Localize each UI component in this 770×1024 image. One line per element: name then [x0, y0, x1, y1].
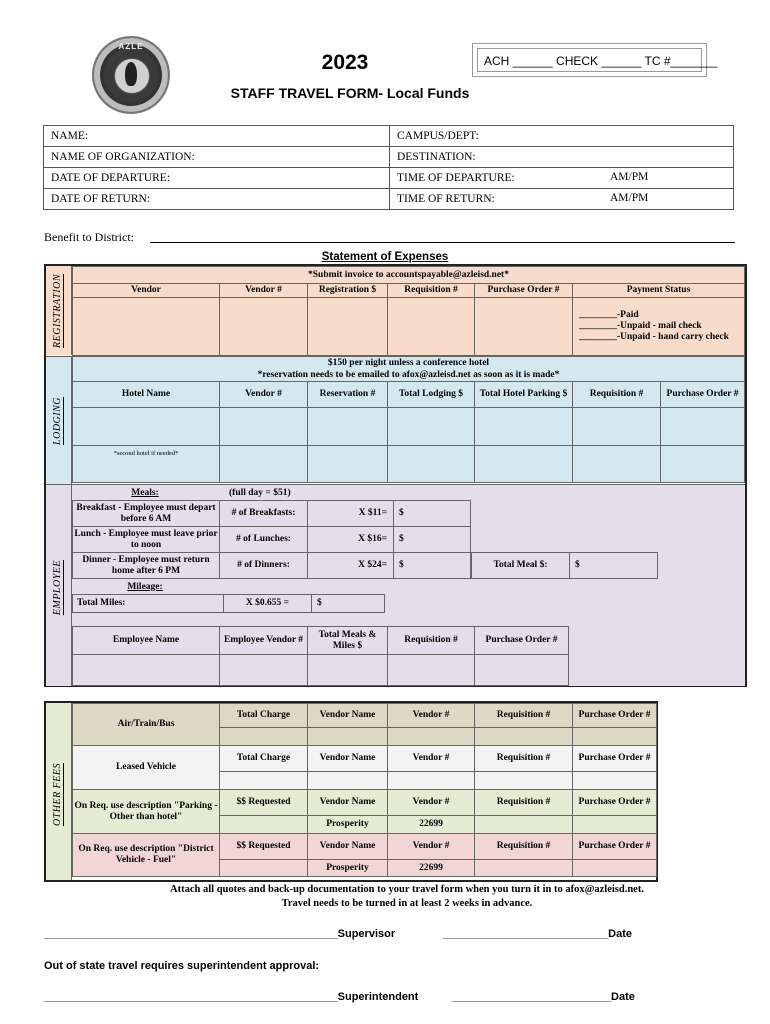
lod-req-cell-1[interactable]: [573, 408, 661, 446]
destination-field[interactable]: DESTINATION:: [390, 147, 734, 168]
status-unpaid-mail[interactable]: ________-Unpaid - mail check: [579, 321, 702, 331]
fuel-po-cell[interactable]: [573, 860, 657, 877]
statement-title: Statement of Expenses: [321, 251, 449, 263]
payment-method-text[interactable]: ACH ______ CHECK ______ TC #_______: [477, 48, 702, 72]
dinner-rate: X $24=: [308, 553, 394, 579]
mileage-label: Mileage:: [127, 582, 163, 592]
lod-header-vendor-num: Vendor #: [220, 382, 308, 408]
status-paid[interactable]: ________-Paid: [579, 310, 639, 320]
departure-time-label: TIME OF DEPARTURE:: [397, 172, 515, 184]
reg-header-requisition: Requisition #: [388, 284, 475, 298]
reg-vendor-num-cell[interactable]: [220, 298, 308, 356]
emp-header-name: Employee Name: [73, 627, 220, 655]
leased-vendor-name: Vendor Name: [308, 746, 388, 772]
air-requisition: Requisition #: [475, 704, 573, 728]
return-date-field[interactable]: DATE OF RETURN:: [44, 189, 390, 210]
leased-vendor-num: Vendor #: [388, 746, 475, 772]
lod-header-requisition: Requisition #: [573, 382, 661, 408]
fuel-vendor-name: Vendor Name: [308, 834, 388, 860]
total-meal-table: [471, 552, 658, 579]
organization-field[interactable]: NAME OF ORGANIZATION:: [44, 147, 390, 168]
parking-vendor-value: Prosperity: [308, 816, 388, 834]
full-day-note: (full day = $51): [229, 488, 291, 498]
leased-total-charge: Total Charge: [220, 746, 308, 772]
leased-purchase-order: Purchase Order #: [573, 746, 657, 772]
supervisor-signature[interactable]: ________________________________________________Supervisor: [44, 928, 396, 940]
reg-purchase-order-cell[interactable]: [475, 298, 573, 356]
return-ampm: AM/PM: [610, 192, 649, 204]
emp-header-vendor: Employee Vendor #: [220, 627, 308, 655]
leased-requisition: Requisition #: [475, 746, 573, 772]
lod-header-reservation: Reservation #: [308, 382, 388, 408]
air-train-bus-label: Air/Train/Bus: [73, 704, 220, 746]
lod-parking-cell-2[interactable]: [475, 446, 573, 483]
payment-method-box: [472, 43, 718, 77]
leased-req-cell[interactable]: [475, 772, 573, 790]
employee-side-label: EMPLOYEE: [52, 560, 63, 616]
lod-vendor-cell-1[interactable]: [220, 408, 308, 446]
total-miles-label[interactable]: Total Miles:: [73, 595, 224, 613]
emp-po-cell[interactable]: [475, 655, 569, 686]
fuel-label: On Req. use description "District Vehicle - Fuel": [73, 834, 220, 877]
meals-label: Meals:: [131, 488, 159, 498]
dinner-rule: Dinner - Employee must return home after 6 PM: [73, 553, 220, 579]
air-req-cell[interactable]: [475, 728, 573, 746]
lod-parking-cell-1[interactable]: [475, 408, 573, 446]
mileage-total[interactable]: $: [312, 595, 385, 613]
reg-header-vendor: Vendor: [73, 284, 220, 298]
lod-req-cell-2[interactable]: [573, 446, 661, 483]
other-fees-table: [72, 703, 657, 877]
second-hotel-note: *second hotel if needed*: [113, 450, 179, 457]
lod-vendor-cell-2[interactable]: [220, 446, 308, 483]
emp-vendor-cell[interactable]: [220, 655, 308, 686]
district-logo: [92, 36, 170, 114]
return-time-field[interactable]: [390, 189, 734, 210]
reg-vendor-cell[interactable]: [73, 298, 220, 356]
parking-po-cell[interactable]: [573, 816, 657, 834]
reg-registration-cell[interactable]: [308, 298, 388, 356]
out-of-state-note: Out of state travel requires superintendent approval:: [44, 960, 320, 972]
emp-req-cell[interactable]: [388, 655, 475, 686]
parking-requisition: Requisition #: [475, 790, 573, 816]
lod-header-hotel: Hotel Name: [73, 382, 220, 408]
lodging-side-label: LODGING: [52, 397, 63, 445]
form-title: STAFF TRAVEL FORM- Local Funds: [230, 85, 470, 101]
mile-rate: X $0.655 =: [224, 595, 312, 613]
fuel-requisition: Requisition #: [475, 834, 573, 860]
parking-label: On Req. use description "Parking - Other than hotel": [73, 790, 220, 834]
breakfast-rate: X $11=: [308, 501, 394, 527]
lodging-table: [72, 356, 745, 483]
total-meal-value[interactable]: $: [570, 553, 658, 579]
air-vnum-cell[interactable]: [388, 728, 475, 746]
logo-text: AZLE: [118, 42, 144, 51]
parking-amount-cell[interactable]: [220, 816, 308, 834]
superintendent-signature[interactable]: ________________________________________________Superintendent: [44, 991, 419, 1003]
footer-line-2: Travel needs to be turned in at least 2 weeks in advance.: [281, 898, 533, 909]
emp-name-cell[interactable]: [73, 655, 220, 686]
registration-note: *Submit invoice to accountspayable@azleisd.net*: [73, 267, 745, 284]
lod-po-cell-2[interactable]: [661, 446, 745, 483]
superintendent-date[interactable]: __________________________Date: [452, 991, 635, 1003]
supervisor-date[interactable]: ___________________________Date: [443, 928, 633, 940]
footer-instructions: [0, 883, 770, 911]
fuel-purchase-order: Purchase Order #: [573, 834, 657, 860]
parking-req-cell[interactable]: [475, 816, 573, 834]
fuel-vendor-num-value: 22699: [388, 860, 475, 877]
departure-date-field[interactable]: DATE OF DEPARTURE:: [44, 168, 390, 189]
emp-header-total: Total Meals & Miles $: [308, 627, 388, 655]
campus-field[interactable]: CAMPUS/DEPT:: [390, 126, 734, 147]
form-year: 2023: [321, 51, 369, 74]
leased-vname-cell[interactable]: [308, 772, 388, 790]
lod-total-cell-2[interactable]: [388, 446, 475, 483]
total-meal-label: Total Meal $:: [472, 553, 570, 579]
parking-requested: $$ Requested: [220, 790, 308, 816]
employee-side: [46, 484, 72, 686]
lunch-rule: Lunch - Employee must leave prior to noon: [73, 527, 220, 553]
leased-vehicle-label: Leased Vehicle: [73, 746, 220, 790]
leased-vnum-cell[interactable]: [388, 772, 475, 790]
air-vendor-num: Vendor #: [388, 704, 475, 728]
other-fees-side: [46, 703, 72, 880]
reg-header-registration: Registration $: [308, 284, 388, 298]
breakfast-total[interactable]: $: [394, 501, 471, 527]
benefit-label: Benefit to District:: [44, 230, 134, 244]
lod-reservation-cell-2[interactable]: [308, 446, 388, 483]
meals-table: [72, 500, 471, 579]
fuel-vendor-value: Prosperity: [308, 860, 388, 877]
fuel-vendor-num: Vendor #: [388, 834, 475, 860]
departure-ampm: AM/PM: [610, 171, 649, 183]
lod-header-parking: Total Hotel Parking $: [475, 382, 573, 408]
traveler-info-table: [43, 125, 734, 210]
benefit-input-line[interactable]: [150, 242, 735, 243]
lodging-note-email: *reservation needs to be emailed to afox@azleisd.net as soon as it is made*: [257, 370, 560, 380]
departure-time-field[interactable]: [390, 168, 734, 189]
status-unpaid-hand[interactable]: ________-Unpaid - hand carry check: [579, 332, 729, 342]
leased-charge-cell[interactable]: [220, 772, 308, 790]
registration-side: [46, 266, 72, 355]
reg-header-purchase-order: Purchase Order #: [475, 284, 573, 298]
breakfast-count[interactable]: # of Breakfasts:: [220, 501, 308, 527]
fuel-requested: $$ Requested: [220, 834, 308, 860]
fuel-amount-cell[interactable]: [220, 860, 308, 877]
parking-vendor-name: Vendor Name: [308, 790, 388, 816]
lodging-note-rate: $150 per night unless a conference hotel: [327, 358, 490, 368]
lunch-count[interactable]: # of Lunches:: [220, 527, 308, 553]
dinner-total[interactable]: $: [394, 553, 471, 579]
registration-table: [72, 266, 745, 356]
lod-reservation-cell-1[interactable]: [308, 408, 388, 446]
emp-total-cell[interactable]: [308, 655, 388, 686]
lod-po-cell-1[interactable]: [661, 408, 745, 446]
lodging-side: [46, 356, 72, 484]
air-vname-cell[interactable]: [308, 728, 388, 746]
lodging-note: [73, 357, 745, 382]
air-total-charge: Total Charge: [220, 704, 308, 728]
air-charge-cell[interactable]: [220, 728, 308, 746]
parking-vendor-num: Vendor #: [388, 790, 475, 816]
air-purchase-order: Purchase Order #: [573, 704, 657, 728]
lod-total-cell-1[interactable]: [388, 408, 475, 446]
lunch-rate: X $16=: [308, 527, 394, 553]
lod-header-purchase-order: Purchase Order #: [661, 382, 745, 408]
reg-header-vendor-num: Vendor #: [220, 284, 308, 298]
lod-hotel-cell-2[interactable]: [73, 446, 220, 483]
emp-header-requisition: Requisition #: [388, 627, 475, 655]
lod-header-total-lodging: Total Lodging $: [388, 382, 475, 408]
lunch-total[interactable]: $: [394, 527, 471, 553]
breakfast-rule: Breakfast - Employee must depart before 6 AM: [73, 501, 220, 527]
air-po-cell[interactable]: [573, 728, 657, 746]
parking-vendor-num-value: 22699: [388, 816, 475, 834]
other-fees-side-label: OTHER FEES: [52, 763, 63, 827]
footer-line-1: Attach all quotes and back-up documentation to your travel form when you turn it in to afox@azleisd.net.: [170, 884, 644, 895]
dinner-count[interactable]: # of Dinners:: [220, 553, 308, 579]
fuel-req-cell[interactable]: [475, 860, 573, 877]
lod-hotel-cell-1[interactable]: [73, 408, 220, 446]
name-field[interactable]: NAME:: [44, 126, 390, 147]
torch-icon: [125, 62, 137, 86]
parking-purchase-order: Purchase Order #: [573, 790, 657, 816]
reg-requisition-cell[interactable]: [388, 298, 475, 356]
mileage-table: [72, 594, 385, 613]
return-time-label: TIME OF RETURN:: [397, 193, 495, 205]
payment-status-cell[interactable]: [573, 298, 745, 356]
registration-side-label: REGISTRATION: [52, 274, 63, 348]
employee-table: [72, 626, 569, 686]
air-vendor-name: Vendor Name: [308, 704, 388, 728]
leased-po-cell[interactable]: [573, 772, 657, 790]
reg-header-payment-status: Payment Status: [573, 284, 745, 298]
emp-header-purchase-order: Purchase Order #: [475, 627, 569, 655]
